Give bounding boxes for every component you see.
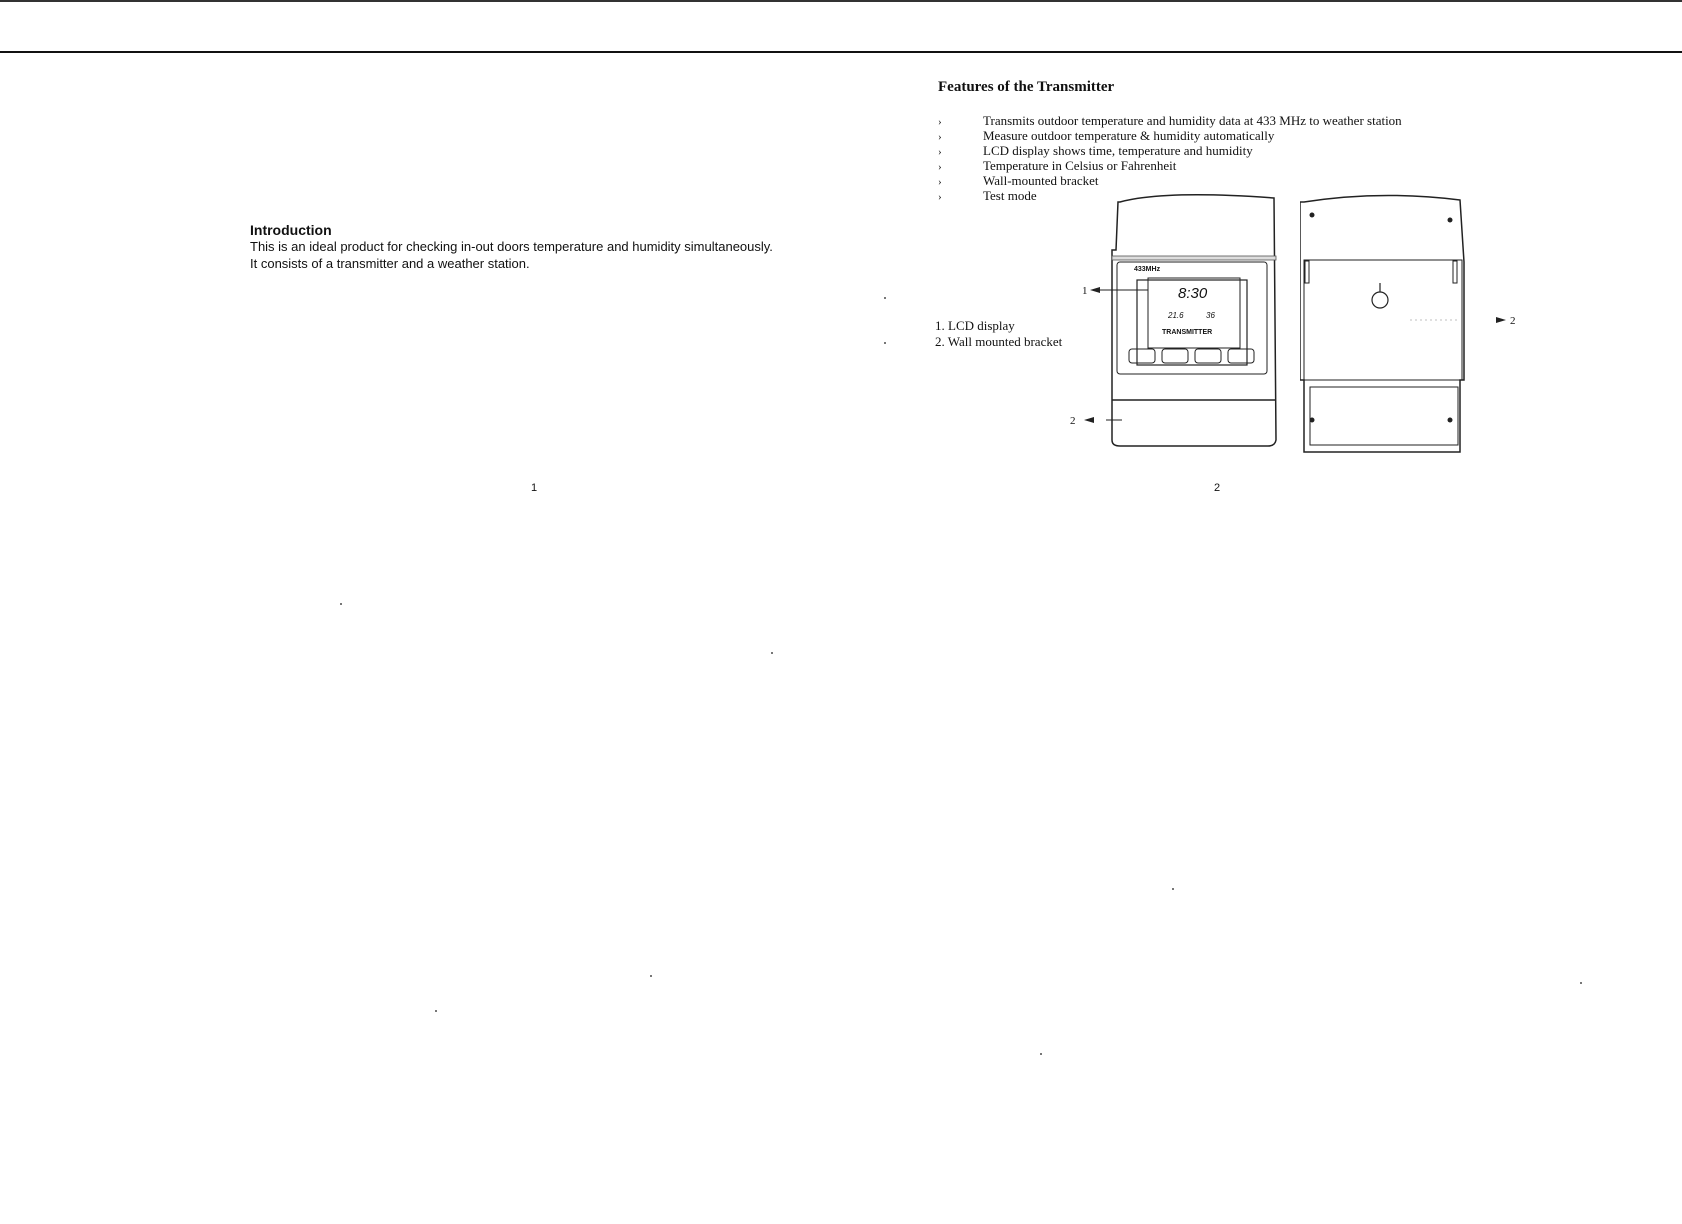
scan-speck <box>1580 982 1582 984</box>
scan-speck <box>1172 888 1174 890</box>
feature-text: Transmits outdoor temperature and humidity data at 433 MHz to weather station <box>983 113 1402 128</box>
feature-text: Measure outdoor temperature & humidity automatically <box>983 128 1275 143</box>
feature-item <box>938 158 1402 173</box>
screw-icon <box>1448 218 1453 223</box>
button-1 <box>1129 349 1155 363</box>
bullet-icon: › <box>938 131 942 143</box>
button-4 <box>1228 349 1254 363</box>
screw-icon <box>1310 418 1315 423</box>
feature-text: Temperature in Celsius or Fahrenheit <box>983 158 1177 173</box>
button-3 <box>1195 349 1221 363</box>
scan-speck <box>435 1010 437 1012</box>
feature-text: Wall-mounted bracket <box>983 173 1099 188</box>
header-rule <box>0 51 1682 53</box>
scan-speck <box>771 652 773 654</box>
scan-speck <box>884 297 886 299</box>
transmitter-label: TRANSMITTER <box>1162 329 1213 336</box>
arrow-icon <box>1090 287 1100 293</box>
scan-speck <box>884 342 886 344</box>
bullet-icon: › <box>938 146 942 158</box>
page-number-1: 1 <box>531 482 538 494</box>
scan-speck <box>1040 1053 1042 1055</box>
scan-speck <box>340 603 342 605</box>
feature-text: Test mode <box>983 188 1037 203</box>
top-border <box>0 0 1682 2</box>
wall-bracket <box>1304 260 1462 380</box>
feature-text: LCD display shows time, temperature and humidity <box>983 143 1253 158</box>
introduction-line-1: This is an ideal product for checking in-out doors temperature and humidity simultaneously. <box>250 239 773 254</box>
back-body <box>1300 195 1464 452</box>
legend-item-lcd: 1. LCD display <box>935 318 1015 333</box>
arrow-icon <box>1084 417 1094 423</box>
callout-1: 1 <box>1082 285 1088 297</box>
introduction-section <box>250 222 850 272</box>
introduction-heading: Introduction <box>250 222 332 238</box>
keyhole-icon <box>1372 292 1388 308</box>
feature-item <box>938 173 1402 188</box>
feature-item <box>938 143 1402 158</box>
bullet-icon: › <box>938 176 942 188</box>
features-title: Features of the Transmitter <box>938 79 1115 95</box>
bullet-icon: › <box>938 161 942 173</box>
lcd-time: 8:30 <box>1178 285 1208 302</box>
button-2 <box>1162 349 1188 363</box>
lcd-temperature: 21.6 <box>1168 311 1184 320</box>
introduction-line-2: It consists of a transmitter and a weather station. <box>250 256 530 271</box>
callout-2: 2 <box>1070 415 1076 427</box>
lcd-humidity: 36 <box>1206 311 1215 320</box>
feature-item <box>938 113 1402 128</box>
arrow-icon <box>1496 317 1506 323</box>
screw-icon <box>1448 418 1453 423</box>
page-number-2: 2 <box>1214 482 1221 494</box>
transmitter-front-illustration <box>1060 190 1290 450</box>
feature-item <box>938 128 1402 143</box>
transmitter-back-illustration <box>1300 190 1530 460</box>
front-panel <box>1117 262 1267 374</box>
freq-label: 433MHz <box>1134 266 1161 273</box>
scan-speck <box>650 975 652 977</box>
legend-item-bracket: 2. Wall mounted bracket <box>935 334 1063 349</box>
callout-back-2: 2 <box>1510 315 1516 327</box>
figure-legend <box>935 318 1062 350</box>
bullet-icon: › <box>938 116 942 128</box>
bullet-icon: › <box>938 191 942 203</box>
screw-icon <box>1310 213 1315 218</box>
